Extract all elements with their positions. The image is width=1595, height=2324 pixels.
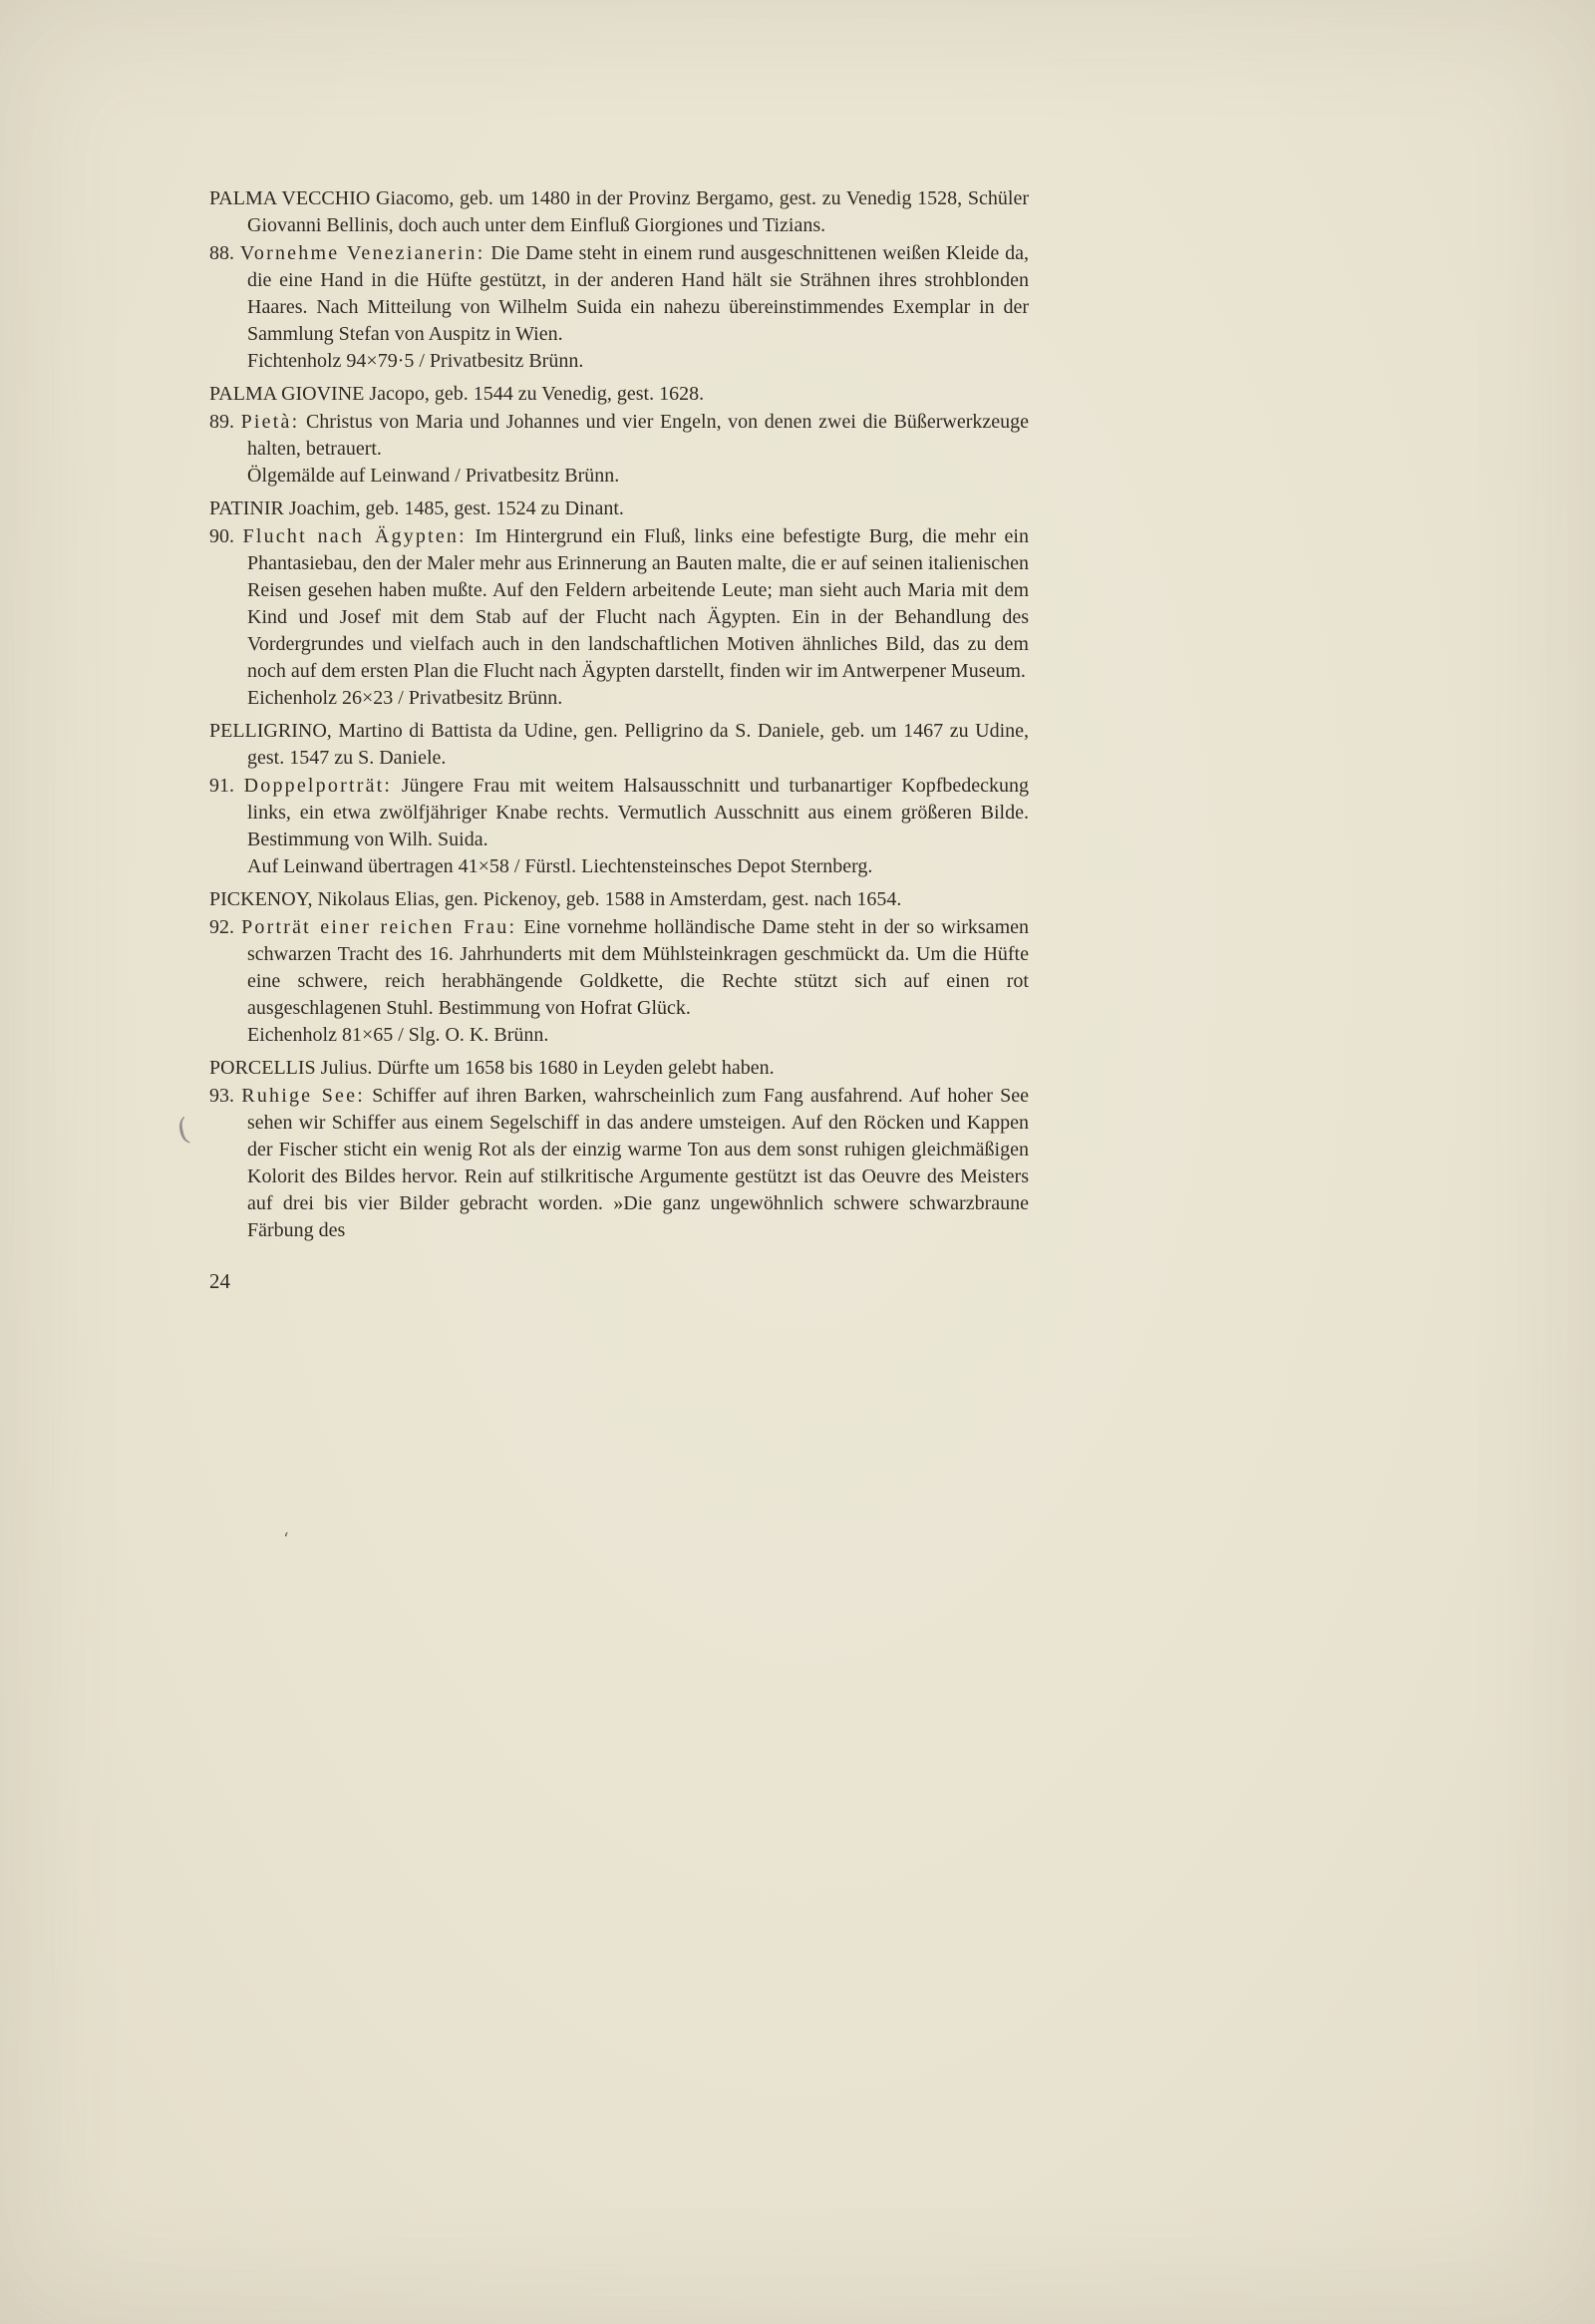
entry-body: Im Hintergrund ein Fluß, links eine befestigte Burg, die mehr ein Phantasiebau, den der Maler mehr aus Erinnerung an Bauten malte, die er auf seinen italienischen Reisen gesehen haben mußte. Auf den Feldern arbeitende Leute; man sieht auch Maria mit dem Kind und Josef mit dem Stab auf der Flucht nach Ägypten. Ein in der Behandlung des Vordergrundes und vielfach auch in den landschaftlichen Motiven ähnliches Bild, das zu dem noch auf dem ersten Plan die Flucht nach Ägypten darstellt, finden wir im Antwerpener Museum. [247, 525, 1029, 682]
artist-heading: PATINIR Joachim, geb. 1485, gest. 1524 zu Dinant. [209, 498, 624, 519]
section-porcellis [209, 1055, 1029, 1244]
entry-number: 92. [209, 916, 234, 938]
section-pelligrino [209, 718, 1029, 880]
artist-heading: PALMA GIOVINE Jacopo, geb. 1544 zu Venedig, gest. 1628. [209, 383, 705, 405]
catalog-entry-93 [209, 1083, 1029, 1244]
section-palma-vecchio [209, 185, 1029, 375]
section-patinir [209, 496, 1029, 712]
ink-speck: ʻ [283, 1529, 289, 1550]
pencil-mark: ( [173, 1112, 193, 1149]
entry-number: 91. [209, 775, 234, 797]
artist-heading: PORCELLIS Julius. Dürfte um 1658 bis 1680 in Leyden gelebt haben. [209, 1057, 775, 1079]
entry-body: Schiffer auf ihren Barken, wahrscheinlich zum Fang ausfahrend. Auf hoher See sehen wir Schiffer aus einem Segelschiff in das andere umsteigen. Auf den Röcken und Kappen der Fischer sticht ein wenig Rot als der einzig warme Ton aus dem sonst ruhigen gleichmäßigen Kolorit des Bildes hervor. Rein auf stilkritische Argumente gestützt ist das Oeuvre des Meisters auf drei bis vier Bilder gebracht worden. »Die ganz ungewöhnlich schwere schwarzbraune Färbung des [247, 1085, 1030, 1241]
entry-title: Flucht nach Ägypten: [242, 525, 467, 547]
entry-number: 93. [209, 1085, 234, 1107]
entry-text [209, 240, 1029, 348]
entry-title: Porträt einer reichen Frau: [241, 916, 517, 938]
text-block [209, 185, 1029, 1244]
entry-title: Ruhige See: [241, 1085, 365, 1107]
entry-text [209, 409, 1029, 463]
entry-provenance: Ölgemälde auf Leinwand / Privatbesitz Brünn. [247, 465, 620, 487]
catalog-entry-90 [209, 523, 1029, 712]
entry-body: Die Dame steht in einem rund ausgeschnittenen weißen Kleide da, die eine Hand in die Hüfte gestützt, in der anderen Hand hält sie Strähnen ihres strohblonden Haares. Nach Mitteilung von Wilhelm Suida ein nahezu übereinstimmendes Exemplar in der Sammlung Stefan von Auspitz in Wien. [247, 242, 1029, 345]
artist-heading: PICKENOY, Nikolaus Elias, gen. Pickenoy, geb. 1588 in Amsterdam, gest. nach 1654. [209, 888, 902, 910]
entry-number: 89. [209, 411, 234, 433]
entry-text [209, 914, 1029, 1022]
entry-body: Christus von Maria und Johannes und vier Engeln, von denen zwei die Büßerwerkzeuge halten, betrauert. [247, 411, 1029, 460]
entry-text [209, 1083, 1029, 1244]
catalog-entry-88 [209, 240, 1029, 375]
page-number: 24 [209, 1269, 230, 1293]
entry-number: 90. [209, 525, 234, 547]
entry-text [209, 773, 1029, 853]
entry-title: Doppelporträt: [243, 775, 393, 797]
artist-heading: PALMA VECCHIO Giacomo, geb. um 1480 in der Provinz Bergamo, gest. zu Venedig 1528, Schüler Giovanni Bellinis, doch auch unter dem Einfluß Giorgiones und Tizians. [209, 187, 1029, 236]
entry-body: Eine vornehme holländische Dame steht in der so wirksamen schwarzen Tracht des 16. Jahrhunderts mit dem Mühlsteinkragen geschmückt da. Um die Hüfte eine schwere, reich herabhängende Goldkette, die Rechte stützt sich auf einen rot ausgeschlagenen Stuhl. Bestimmung von Hofrat Glück. [247, 916, 1030, 1019]
entry-number: 88. [209, 242, 234, 264]
section-pickenoy [209, 886, 1029, 1049]
entry-title: Pietà: [240, 411, 300, 433]
catalog-entry-91 [209, 773, 1029, 880]
entry-text [209, 523, 1029, 685]
entry-title: Vornehme Venezianerin: [239, 242, 485, 264]
entry-provenance: Eichenholz 26×23 / Privatbesitz Brünn. [247, 687, 563, 709]
catalog-entry-92 [209, 914, 1029, 1049]
section-palma-giovine [209, 381, 1029, 490]
entry-provenance: Eichenholz 81×65 / Slg. O. K. Brünn. [247, 1024, 549, 1046]
catalog-entry-89 [209, 409, 1029, 490]
entry-body: Jüngere Frau mit weitem Halsausschnitt und turbanartiger Kopfbedeckung links, ein etwa zwölfjähriger Knabe rechts. Vermutlich Ausschnitt aus einem größeren Bilde. Bestimmung von Wilh. Suida. [247, 775, 1030, 850]
entry-provenance: Fichtenholz 94×79·5 / Privatbesitz Brünn. [247, 350, 584, 372]
artist-heading: PELLIGRINO, Martino di Battista da Udine, gen. Pelligrino da S. Daniele, geb. um 1467 zu Udine, gest. 1547 zu S. Daniele. [209, 720, 1029, 769]
entry-provenance: Auf Leinwand übertragen 41×58 / Fürstl. Liechtensteinsches Depot Sternberg. [247, 855, 873, 877]
